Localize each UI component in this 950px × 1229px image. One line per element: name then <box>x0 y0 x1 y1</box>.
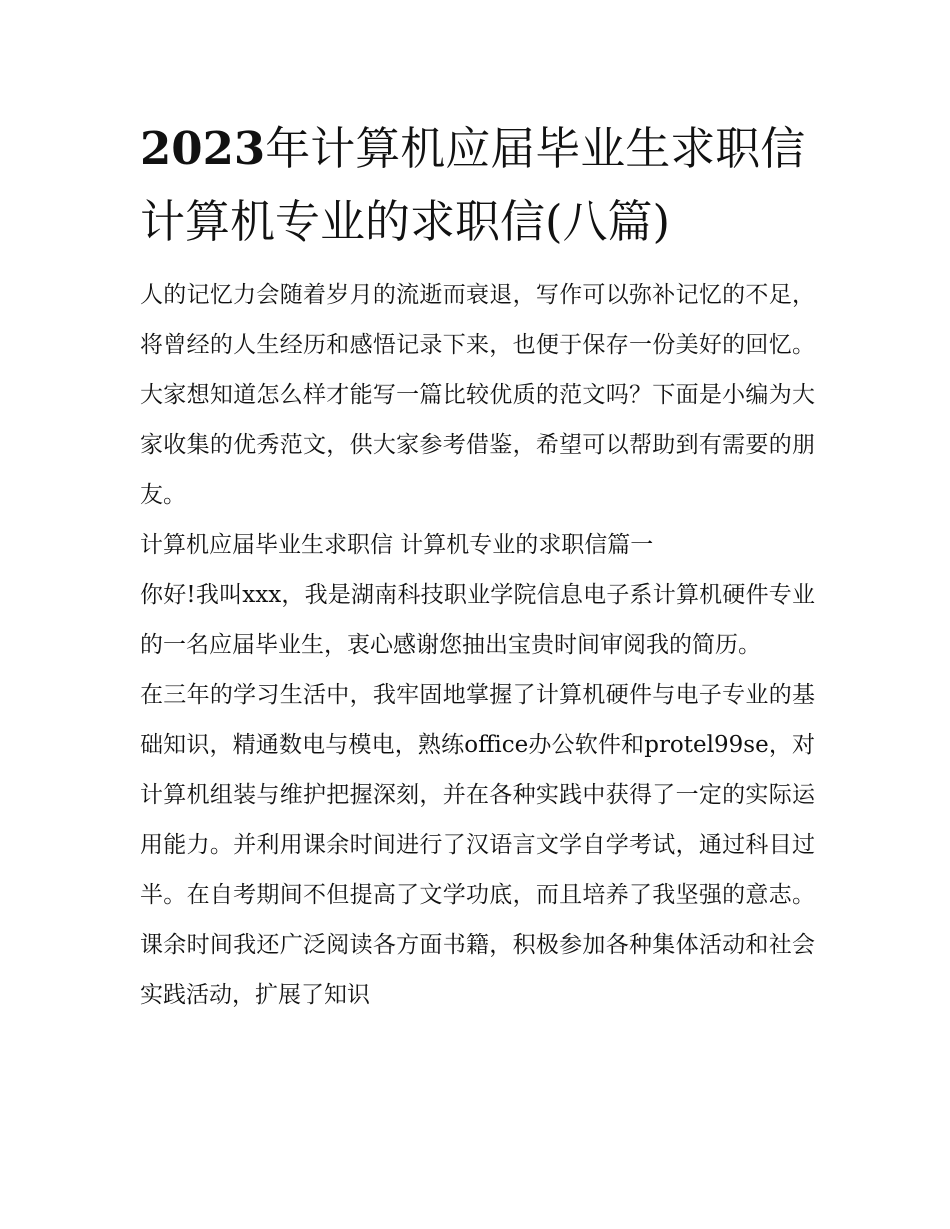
greeting-paragraph: 你好!我叫xxx，我是湖南科技职业学院信息电子系计算机硬件专业的一名应届毕业生，衷心感谢您抽出宝贵时间审阅我的简历。 <box>140 582 815 658</box>
document-page <box>140 112 815 1020</box>
intro-paragraph: 人的记忆力会随着岁月的流逝而衰退，写作可以弥补记忆的不足，将曾经的人生经历和感悟记录下来，也便于保存一份美好的回忆。大家想知道怎么样才能写一篇比较优质的范文吗？下面是小编为大家收集的优秀范文，供大家参考借鉴，希望可以帮助到有需要的朋友。 <box>140 282 815 508</box>
body-paragraph: 在三年的学习生活中，我牢固地掌握了计算机硬件与电子专业的基础知识，精通数电与模电，熟练office办公软件和protel99se，对计算机组装与维护把握深刻，并在各种实践中获得了一定的实际运用能力。并利用课余时间进行了汉语言文学自学考试，通过科目过半。在自考期间不但提高了文学功底，而且培养了我坚强的意志。课余时间我还广泛阅读各方面书籍，积极参加各种集体活动和社会实践活动，扩展了知识 <box>140 682 815 1008</box>
title-year: 2023 <box>140 122 266 175</box>
document-title <box>140 112 815 258</box>
section-heading: 计算机应届毕业生求职信 计算机专业的求职信篇一 <box>140 532 654 558</box>
title-text: 年计算机应届毕业生求职信 计算机专业的求职信(八篇) <box>140 122 806 248</box>
